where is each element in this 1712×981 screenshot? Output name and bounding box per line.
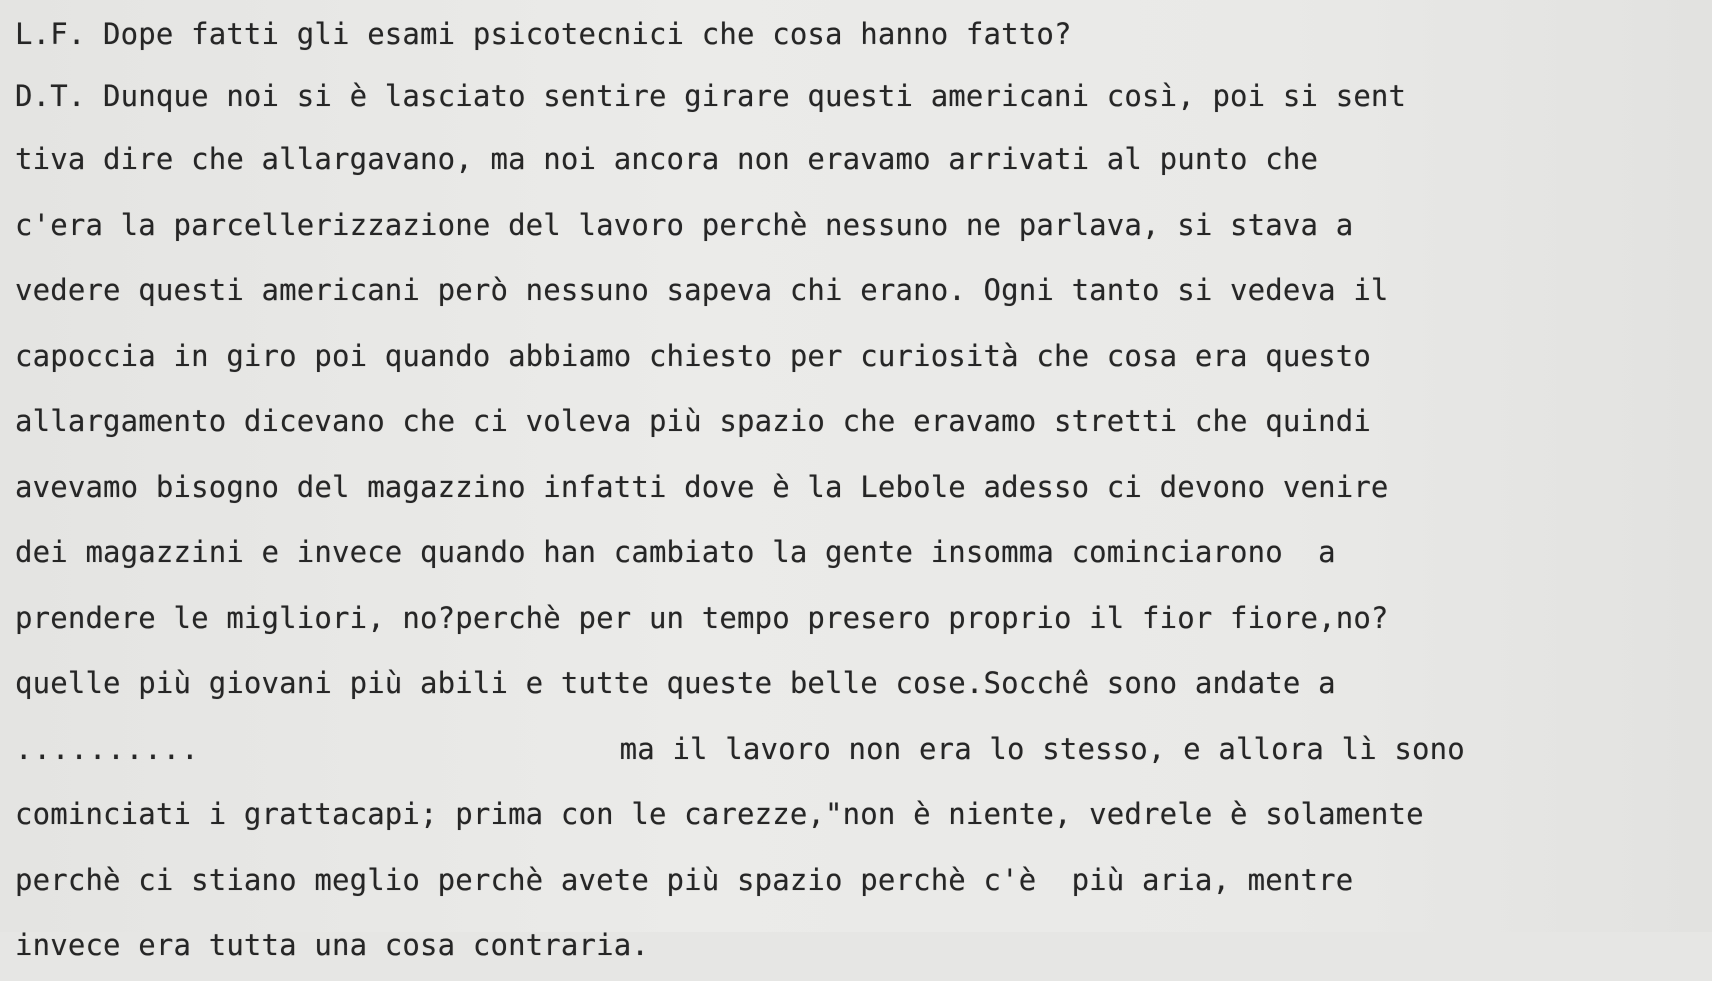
- text-line: capoccia in giro poi quando abbiamo chiesto per curiosità che cosa era questo: [15, 338, 1371, 373]
- text-line: quelle più giovani più abili e tutte queste belle cose.Socchê sono andate a: [15, 666, 1336, 700]
- text-line: avevamo bisogno del magazzino infatti dove è la Lebole adesso ci devono venire: [15, 469, 1389, 504]
- text-line: invece era tutta una cosa contraria.: [15, 928, 649, 962]
- text-line-with-gap: [15, 719, 1705, 785]
- text-line: vedere questi americani però nessuno sapeva chi erano. Ogni tanto si vedeva il: [15, 273, 1389, 307]
- text-line: prendere le migliori, no?perchè per un tempo presero proprio il fior fiore,no?: [15, 600, 1389, 635]
- text-line: allargamento dicevano che ci voleva più spazio che eravamo stretti che quindi: [15, 404, 1371, 438]
- omission-dots: ..........: [15, 731, 200, 766]
- text-line: L.F. Dope fatti gli esami psicotecnici che cosa hanno fatto?: [15, 17, 1072, 51]
- text-line: dei magazzini e invece quando han cambiato la gente insomma cominciarono a: [15, 535, 1336, 569]
- text-line: tiva dire che allargavano, ma noi ancora non eravamo arrivati al punto che: [15, 142, 1319, 176]
- text-line: cominciati i grattacapi; prima con le carezze,"non è niente, vedrele è solamente: [15, 797, 1424, 831]
- transcript-text: [15, 8, 1705, 981]
- text-line: D.T. Dunque noi si è lasciato sentire girare questi americani così, poi si sent: [15, 78, 1407, 113]
- text-line: perchè ci stiano meglio perchè avete più spazio perchè c'è più aria, mentre: [15, 862, 1354, 897]
- text-fragment: ma il lavoro non era lo stesso, e allora lì sono: [619, 731, 1465, 766]
- text-line: c'era la parcellerizzazione del lavoro perchè nessuno ne parlava, si stava a: [15, 207, 1354, 242]
